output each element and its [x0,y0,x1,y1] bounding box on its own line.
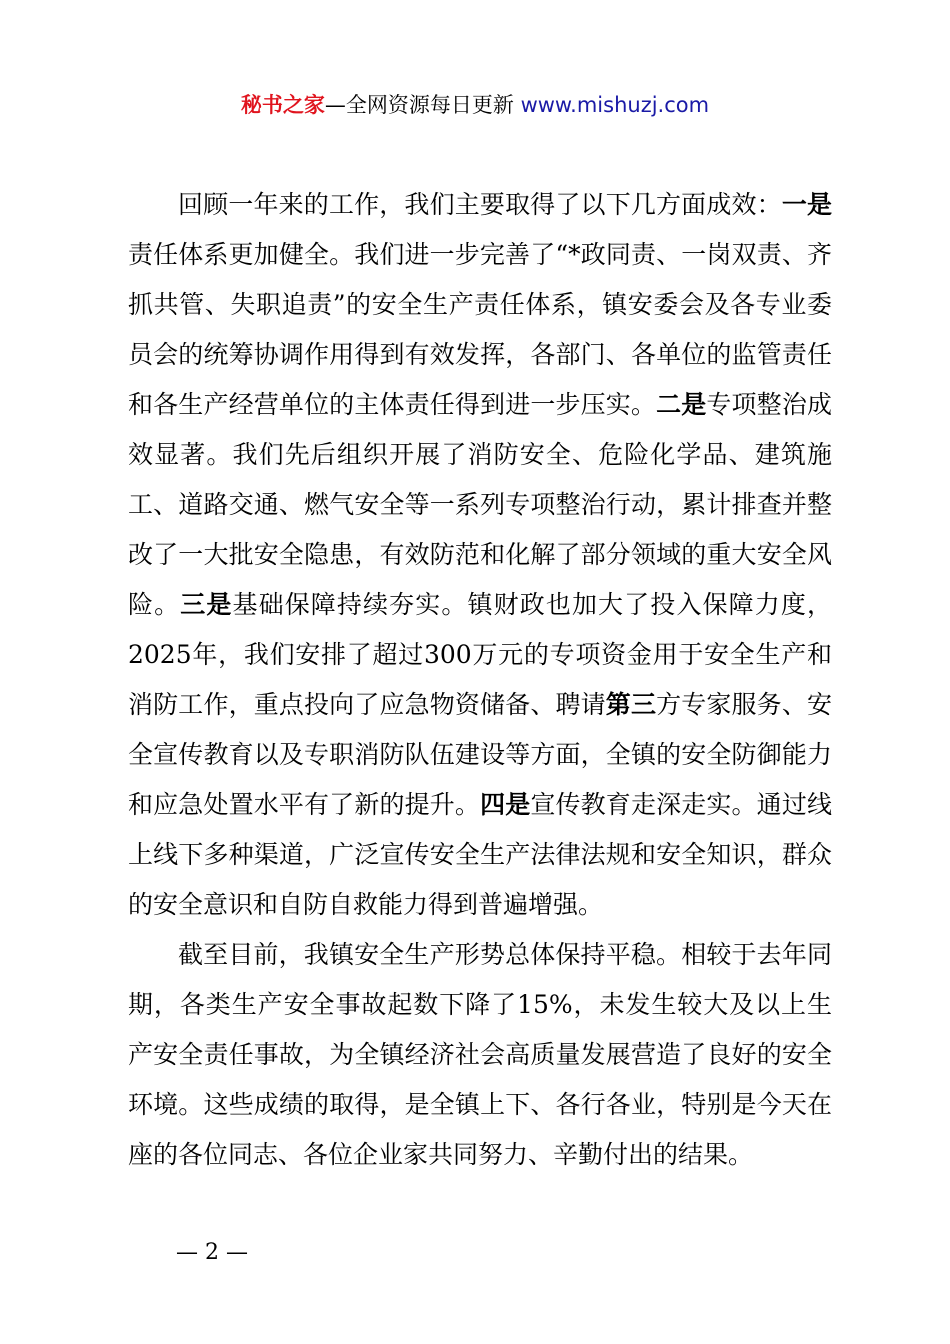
paragraph-text: 基础保障持续夯实。镇财政也加大了投入保障力度，2025年，我们安排了超过300万元的专项资金用于安全生产和消防工作，重点投向了应急物资储备、聘请 [128,590,832,719]
paragraph-text: 责任体系更加健全。我们进一步完善了“*政同责、一岗双责、齐抓共管、失职追责”的安全生产责任体系，镇安委会及各专业委员会的统筹协调作用得到有效发挥，各部门、各单位的监管责任和各生产经营单位的主体责任得到进一步压实。 [128,240,832,419]
paragraph-text: 宣传教育走深走实。通过线上线下多种渠道，广泛宣传安全生产法律法规和安全知识，群众的安全意识和自防自救能力得到普遍增强。 [128,790,832,919]
paragraph-text: 回顾一年来的工作，我们主要取得了以下几方面成效： [178,190,782,219]
item-marker: 第三 [605,690,657,719]
header-slogan: —全网资源每日更新 [324,93,514,117]
paragraph-achievements [128,180,832,930]
site-url-link[interactable]: www.mishuzj.com [520,93,710,117]
item-marker: 一是 [781,190,832,219]
brand-name: 秘书之家 [240,93,325,117]
item-marker: 三是 [180,590,233,619]
item-marker: 四是 [480,790,531,819]
page-number: — 2 — [176,1240,248,1265]
paragraph-current-situation [128,930,832,1180]
paragraph-text: 方专家服务、安全宣传教育以及专职消防队伍建设等方面，全镇的安全防御能力和应急处置水平有了新的提升。 [128,690,832,819]
site-header [0,88,950,122]
item-marker: 二是 [656,390,707,419]
paragraph-text: 截至目前，我镇安全生产形势总体保持平稳。相较于去年同期，各类生产安全事故起数下降了15%，未发生较大及以上生产安全责任事故，为全镇经济社会高质量发展营造了良好的安全环境。这些成绩的取得，是全镇上下、各行各业，特别是今天在座的各位同志、各位企业家共同努力、辛勤付出的结果。 [128,940,832,1169]
document-body [128,180,832,1180]
paragraph-text: 专项整治成效显著。我们先后组织开展了消防安全、危险化学品、建筑施工、道路交通、燃气安全等一系列专项整治行动，累计排查并整改了一大批安全隐患，有效防范和化解了部分领域的重大安全风险。 [128,390,832,619]
